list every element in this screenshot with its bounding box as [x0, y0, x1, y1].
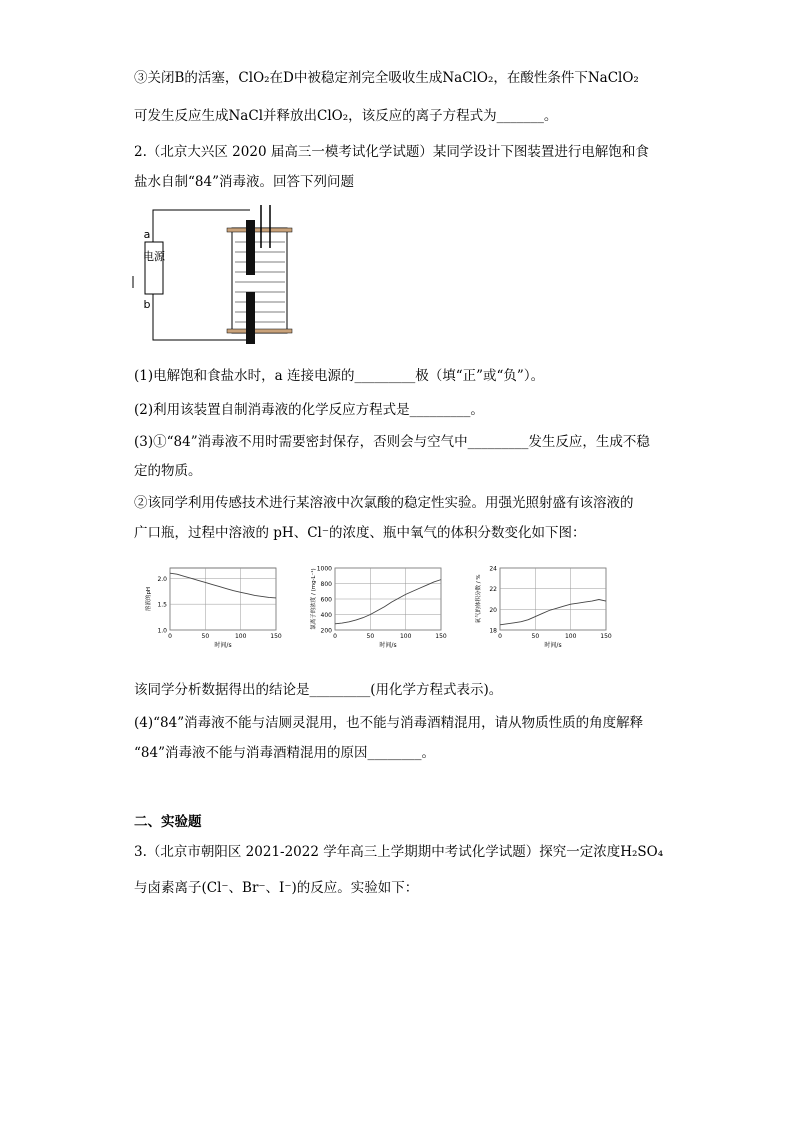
y-tick-label: 800: [320, 581, 332, 588]
text-line-9: ②该同学利用传感技术进行某溶液中次氯酸的稳定性实验。用强光照射盛有该溶液的: [134, 495, 634, 511]
chart-1: [144, 568, 282, 649]
power-source-label: 电源: [143, 250, 165, 263]
y-tick-label: 600: [320, 596, 332, 604]
x-tick-label: 50: [531, 633, 540, 640]
y-tick-label: 22: [489, 586, 497, 594]
question-2-part-2: (2)利用该装置自制消毒液的化学反应方程式是_________。: [134, 402, 484, 418]
x-tick-label: 150: [600, 633, 612, 640]
text-line-15: 与卤素离子(Cl⁻、Br⁻、I⁻)的反应。实验如下：: [134, 880, 419, 896]
x-tick-label: 50: [366, 633, 375, 640]
plot-frame: [170, 568, 276, 630]
y-axis-label: 氯离子的浓度 / (mg·L⁻¹): [311, 568, 317, 630]
label-a: a: [143, 228, 151, 241]
y-tick-label: 1.5: [157, 601, 167, 609]
y-tick-label: 400: [320, 612, 332, 619]
sensor-charts: [140, 560, 620, 665]
x-tick-label: 0: [168, 633, 172, 640]
y-tick-label: 2.0: [157, 575, 167, 583]
x-tick-label: 50: [201, 633, 210, 640]
question-2-stem: 2.（北京大兴区 2020 届高三一模考试化学试题）某同学设计下图装置进行电解饱和食: [134, 144, 649, 160]
x-tick-label: 100: [564, 633, 577, 640]
y-axis-label: 溶液的pH: [146, 586, 152, 612]
plot-frame: [500, 568, 606, 630]
question-2-part-4: (4)“84”消毒液不能与洁厕灵混用，也不能与消毒酒精混用，请从物质性质的角度解释: [134, 715, 644, 731]
x-axis-label: 时间/s: [379, 642, 397, 649]
text-line-10: 广口瓶，过程中溶液的 pH、Cl⁻的浓度、瓶中氧气的体积分数变化如下图：: [134, 525, 586, 541]
text-line-1: ③关闭B的活塞，ClO₂在D中被稳定剂完全吸收生成NaClO₂，在酸性条件下NaClO₂: [134, 70, 639, 86]
text-line-8: 定的物质。: [134, 463, 202, 479]
y-tick-label: 20: [489, 606, 497, 614]
electrolysis-apparatus-diagram: [125, 200, 295, 355]
y-tick-label: 1.0: [157, 627, 167, 635]
text-line-13: “84”消毒液不能与消毒酒精混用的原因________。: [134, 745, 435, 761]
text-line-11: 该同学分析数据得出的结论是_________(用化学方程式表示)。: [134, 682, 503, 698]
x-tick-label: 100: [399, 633, 412, 640]
x-axis-label: 时间/s: [544, 642, 562, 649]
chart-3: [474, 566, 612, 650]
section-heading: 二、实验题: [134, 814, 202, 830]
text-line-4: 盐水自制“84”消毒液。回答下列问题: [134, 174, 354, 190]
question-2-part-1: (1)电解饱和食盐水时，a 连接电源的_________极（填“正”或“负”）。: [134, 368, 545, 384]
x-tick-label: 0: [333, 633, 337, 640]
x-tick-label: 150: [435, 633, 447, 640]
label-b: b: [143, 298, 151, 311]
y-axis-label: 氧气的体积分数 / %: [476, 574, 482, 624]
question-2-part-3: (3)①“84”消毒液不用时需要密封保存，否则会与空气中_________发生反应，生成不稳: [134, 434, 650, 450]
x-tick-label: 0: [498, 633, 502, 640]
text-line-2: 可发生反应生成NaCl并释放出ClO₂，该反应的离子方程式为_______。: [134, 108, 558, 124]
y-tick-label: 18: [489, 627, 497, 635]
x-tick-label: 100: [234, 633, 247, 640]
y-tick-label: 24: [489, 565, 497, 573]
x-axis-label: 时间/s: [214, 642, 232, 649]
y-tick-label: 1000: [316, 565, 332, 573]
y-tick-label: 200: [320, 627, 332, 635]
x-tick-label: 150: [270, 633, 282, 640]
chart-2: [309, 566, 447, 650]
question-3-stem: 3.（北京市朝阳区 2021-2022 学年高三上学期期中考试化学试题）探究一定浓度H₂SO₄: [134, 844, 664, 860]
